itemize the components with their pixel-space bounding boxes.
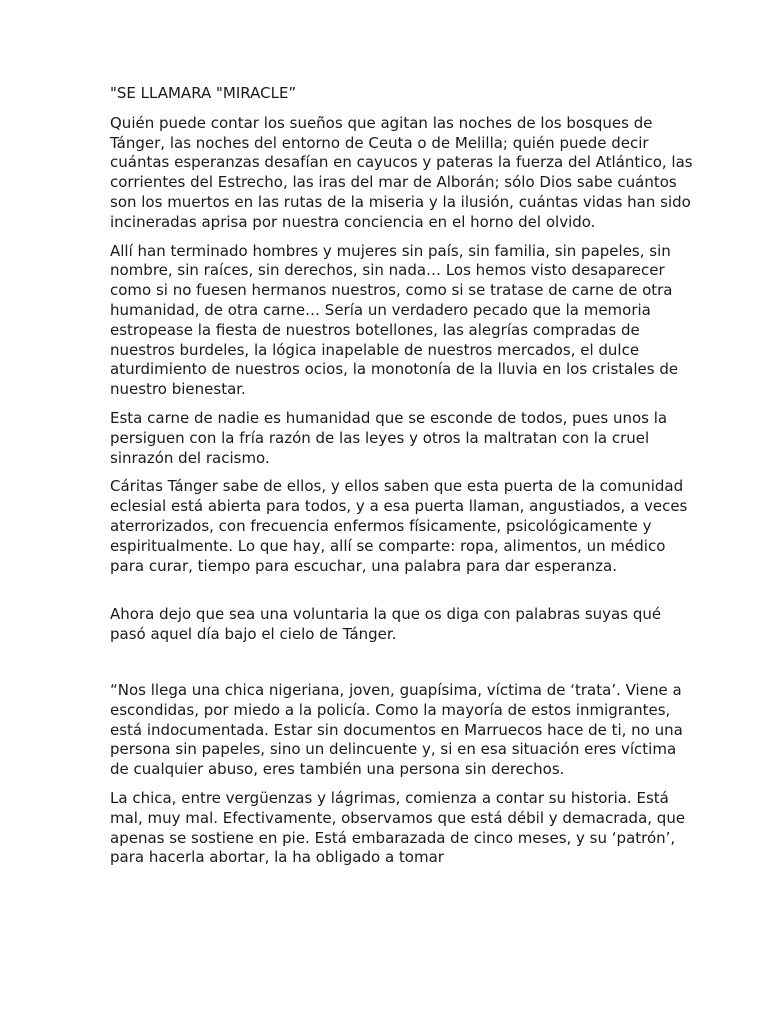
paragraph-2: Allí han terminado hombres y mujeres sin país, sin familia, sin papeles, sin nombre, sin raíces, sin derechos, sin nada… Los hemos visto desaparecer como si no fuesen hermanos nuestros, como si se tratase de carne de otra humanidad, de otra carne… Sería un verdadero pecado que la memoria estropease la fiesta de nuestros botellones, las alegrías compradas de nuestros burdeles, la lógica inapelable de nuestros mercados, el dulce aturdimiento de nuestros ocios, la monotonía de la lluvia en los cristales de nuestro bienestar.	[110, 241, 679, 399]
paragraph-4: Cáritas Tánger sabe de ellos, y ellos saben que esta puerta de la comunidad eclesial está abierta para todos, y a esa puerta llaman, angustiados, a veces aterrorizados, con frecuencia enfermos físicamente, psicológicamente y espiritualmente. Lo que hay, allí se comparte: ropa, alimentos, un médico para curar, tiempo para escuchar, una palabra para dar esperanza.	[110, 477, 688, 575]
paragraph-3: Esta carne de nadie es humanidad que se esconde de todos, pues unos la persiguen con la fría razón de las leyes y otros la maltratan con la cruel sinrazón del racismo.	[110, 408, 668, 467]
document-title: "SE LLAMARA "MIRACLE”	[110, 84, 297, 102]
paragraph-1: Quién puede contar los sueños que agitan las noches de los bosques de Tánger, las noches del entorno de Ceuta o de Melilla; quién puede decir cuántas esperanzas desafían en cayucos y pateras la fuerza del Atlántico, las corrientes del Estrecho, las iras del mar de Alborán; sólo Dios sabe cuántos son los muertos en las rutas de la miseria y la ilusión, cuántas vidas han sido incineradas aprisa por nuestra conciencia en el horno del olvido.	[110, 113, 693, 231]
paragraph-6: “Nos llega una chica nigeriana, joven, guapísima, víctima de ‘trata’. Viene a escondidas, por miedo a la policía. Como la mayoría de estos inmigrantes, está indocumentada. Estar sin documentos en Marruecos hace de ti, no una persona sin papeles, sino un delincuente y, si en esa situación eres víctima de cualquier abuso, eres también una persona sin derechos.	[110, 680, 683, 779]
paragraph-7: La chica, entre vergüenzas y lágrimas, comienza a contar su historia. Está mal, muy mal. Efectivamente, observamos que está débil y demacrada, que apenas se sostiene en pie. Está embarazada de cinco meses, y su ‘patrón’, para hacerla abortar, la ha obligado a tomar	[110, 788, 686, 867]
paragraph-5: Ahora dejo que sea una voluntaria la que os diga con palabras suyas qué pasó aquel día bajo el cielo de Tánger.	[110, 605, 662, 644]
